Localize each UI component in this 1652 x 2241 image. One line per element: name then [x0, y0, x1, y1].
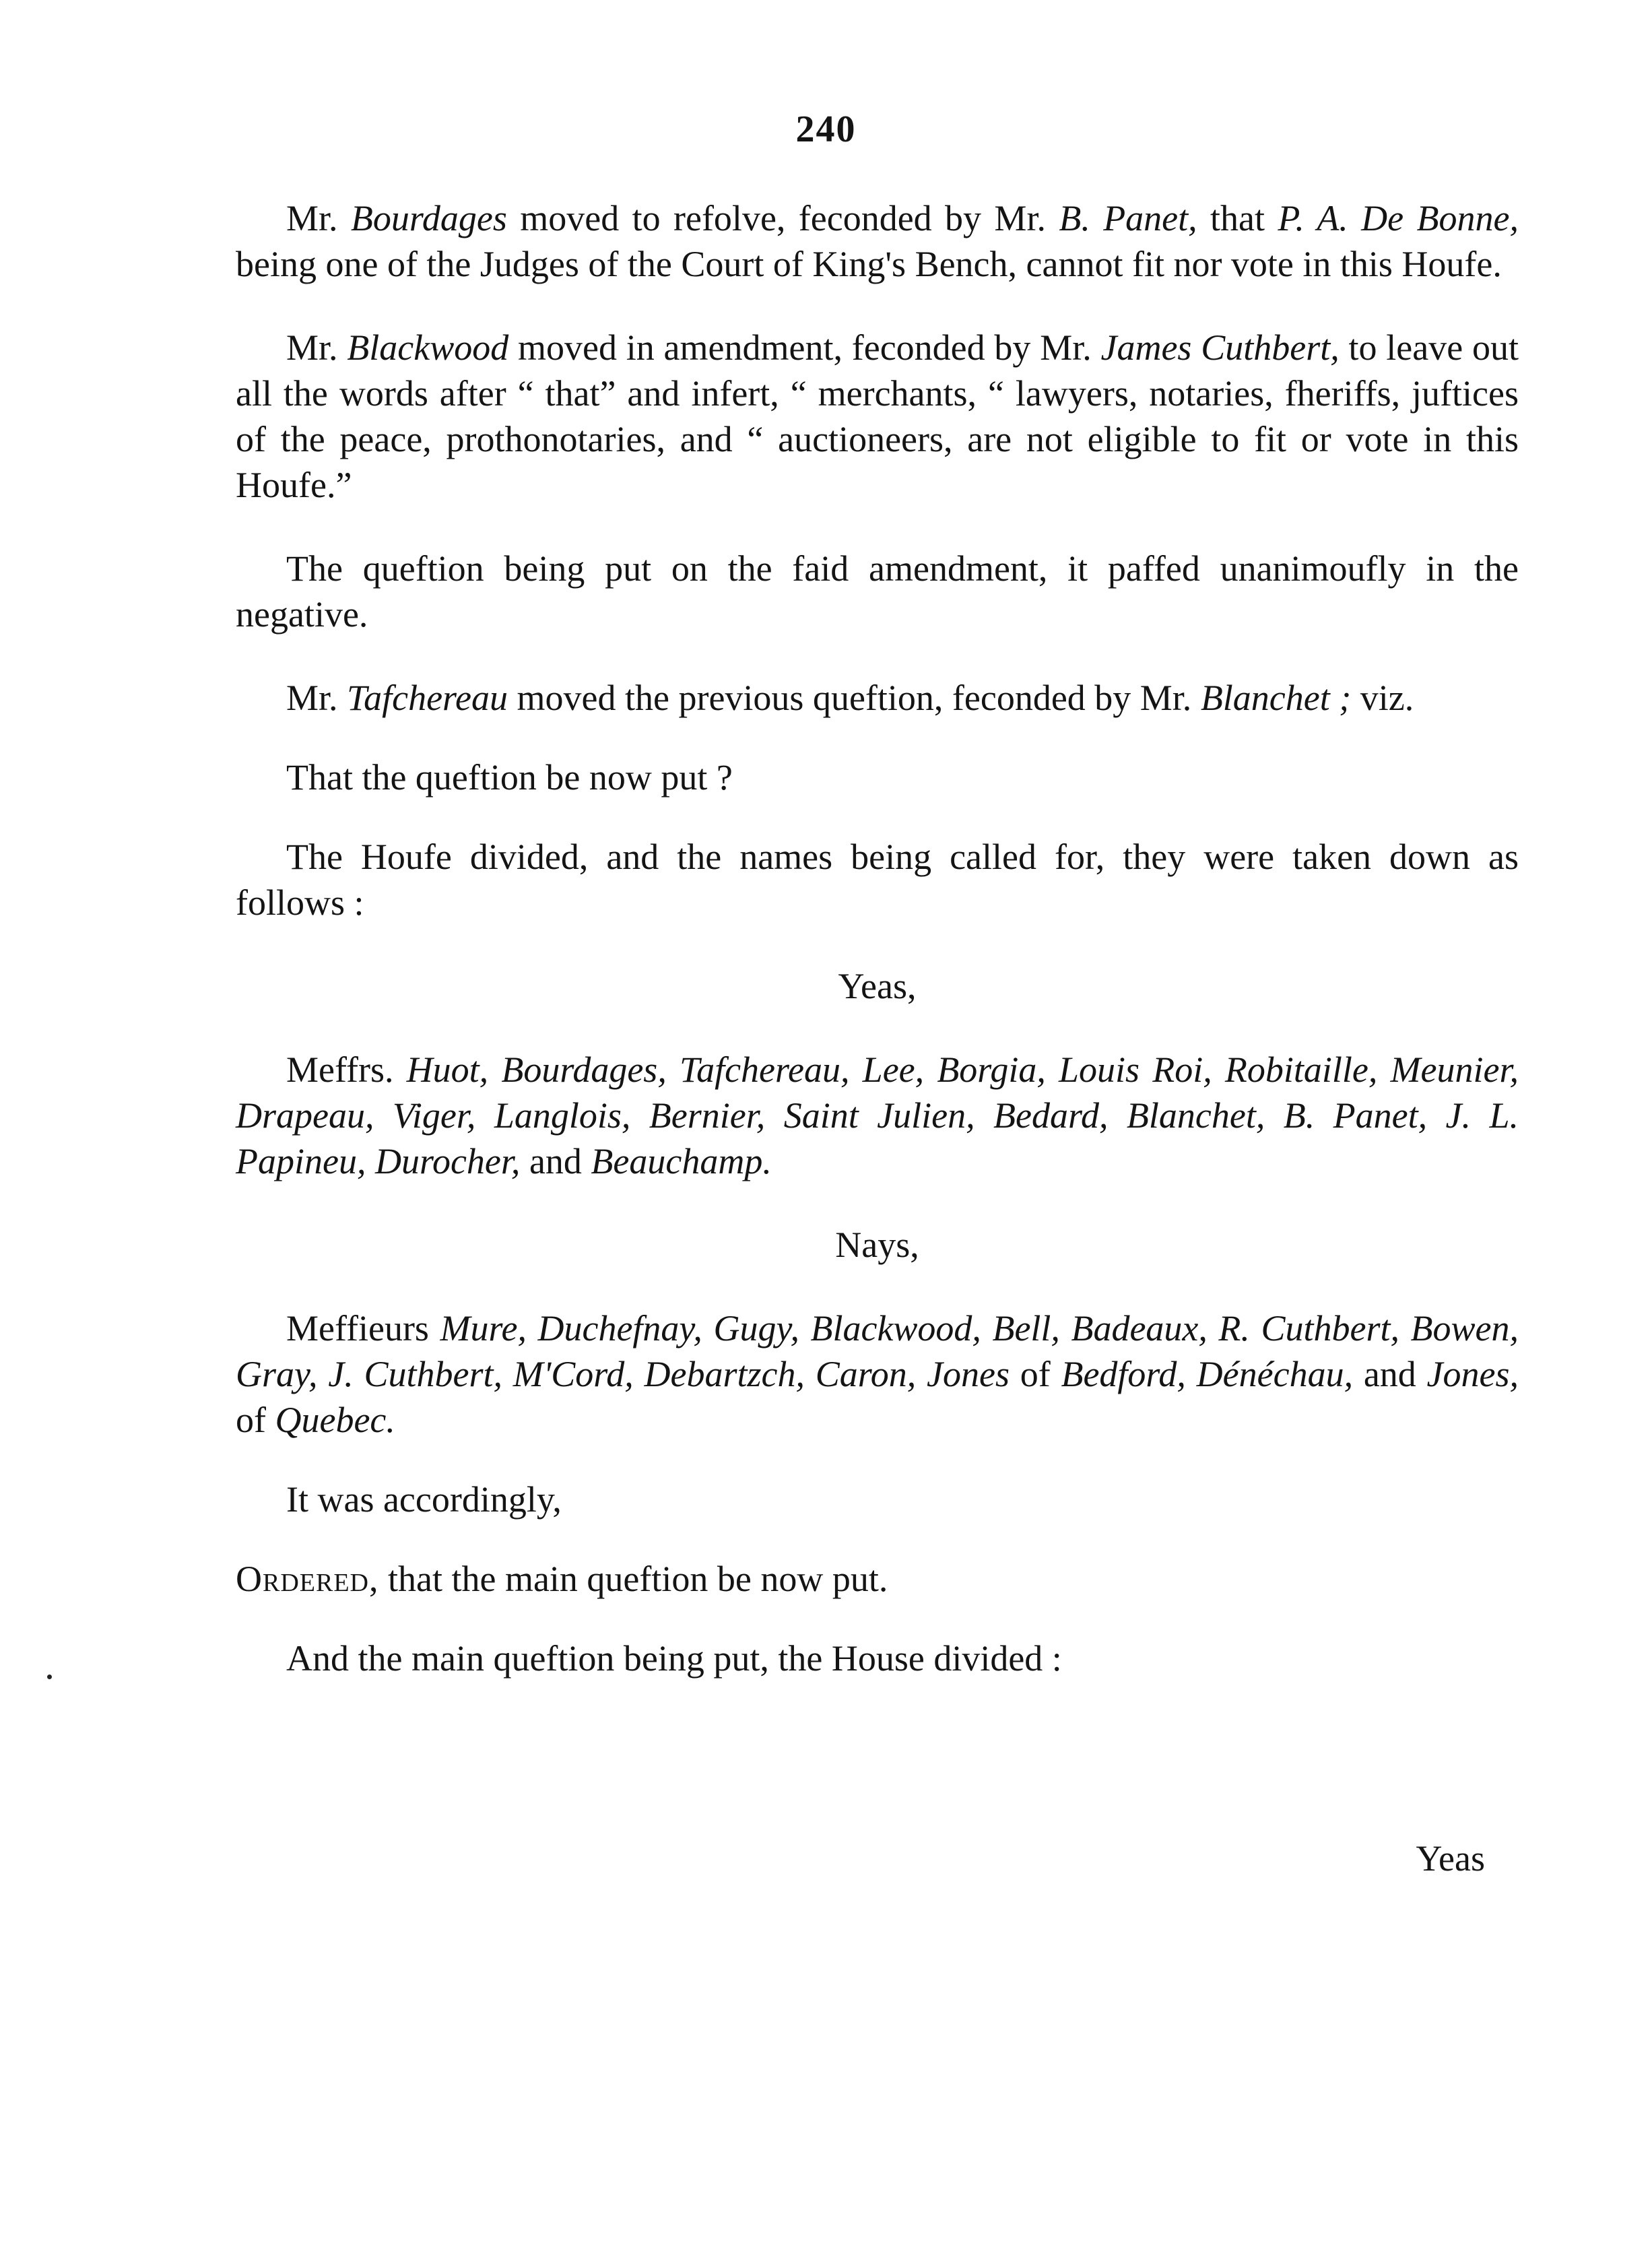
text: Mr. — [286, 327, 348, 368]
ink-speck — [47, 1675, 52, 1679]
name-italic: Bedford, Dénéchau, — [1061, 1354, 1354, 1394]
text: moved to refolve, feconded by Mr. — [506, 198, 1059, 238]
text: That the queftion be now put ? — [286, 757, 733, 798]
text: and — [520, 1141, 591, 1181]
text: of — [236, 1400, 275, 1440]
name-italic: Bourdages — [350, 198, 507, 238]
ordered-smallcaps: Ordered, — [236, 1559, 379, 1599]
page-body — [236, 195, 1519, 1681]
text: And the main queftion being put, the House divided : — [286, 1638, 1062, 1679]
paragraph-yeas-list — [236, 1047, 1519, 1184]
text: that — [1197, 198, 1278, 238]
yeas-heading: Yeas, — [838, 966, 917, 1006]
paragraph-ordered — [236, 1556, 1519, 1602]
name-italic: B. Panet, — [1059, 198, 1197, 238]
text: Mr. — [286, 198, 351, 238]
text: being one of the Judges of the Court of King's Bench, cannot fit nor vote in this Houfe. — [236, 244, 1502, 284]
name-italic: Quebec. — [275, 1400, 395, 1440]
paragraph-nays-list — [236, 1305, 1519, 1443]
name-italic: Beauchamp. — [591, 1141, 772, 1181]
paragraph-main-question — [236, 1635, 1519, 1681]
nays-heading: Nays, — [835, 1225, 919, 1265]
name-italic: Blackwood — [347, 327, 509, 368]
paragraph-previous-question — [236, 675, 1519, 721]
text: The Houfe divided, and the names being called for, they were taken down as follows : — [236, 837, 1519, 923]
name-italic: Blanchet ; — [1200, 678, 1352, 718]
name-italic: Tafchereau — [347, 678, 508, 718]
catchword: Yeas — [1416, 1838, 1485, 1879]
text: viz. — [1351, 678, 1414, 718]
text: It was accordingly, — [286, 1479, 562, 1520]
paragraph-question-put — [236, 754, 1519, 800]
text: moved the previous queftion, feconded by Mr. — [508, 678, 1201, 718]
text: and — [1353, 1354, 1427, 1394]
names-italic: Mure, Duchefnay, Gugy, Blackwood, Bell, Badeaux, R. Cuthbert, Bowen, Gray, J. Cuthbert, M'Cord, Debartzch, Caron, Jones — [236, 1308, 1519, 1394]
text: Meffieurs — [286, 1308, 440, 1349]
text: of — [1009, 1354, 1061, 1394]
page-number: 240 — [795, 108, 857, 150]
name-italic: James Cuthbert, — [1100, 327, 1340, 368]
text: that the main queftion be now put. — [378, 1559, 888, 1599]
paragraph-house-divided — [236, 834, 1519, 925]
name-italic: Jones, — [1426, 1354, 1519, 1394]
paragraph-motion-bourdages — [236, 195, 1519, 287]
text: The queftion being put on the faid amendment, it paffed unanimoufly in the negative. — [236, 548, 1519, 635]
text: Mr. — [286, 678, 348, 718]
text: Meffrs. — [286, 1049, 407, 1090]
paragraph-accordingly — [236, 1476, 1519, 1522]
text: moved in amendment, feconded by Mr. — [508, 327, 1101, 368]
names-italic: Huot, Bourdages, Tafchereau, Lee, Borgia, Louis Roi, Robitaille, Meunier, Drapeau, Viger, Langlois, Bernier, Saint Julien, Bedard, Blanchet, B. Panet, J. L. Papineu, Durocher, — [236, 1049, 1519, 1181]
paragraph-amendment-result — [236, 546, 1519, 637]
text: to leave out all the words after “ that” and infert, “ merchants, “ lawyers, notaries, fheriffs, juftices of the peace, prothonotaries, and “ auctioneers, are not eligible to fit or vote in this Houfe.” — [236, 327, 1519, 505]
name-italic: P. A. De Bonne, — [1278, 198, 1519, 238]
paragraph-amendment-blackwood — [236, 325, 1519, 508]
